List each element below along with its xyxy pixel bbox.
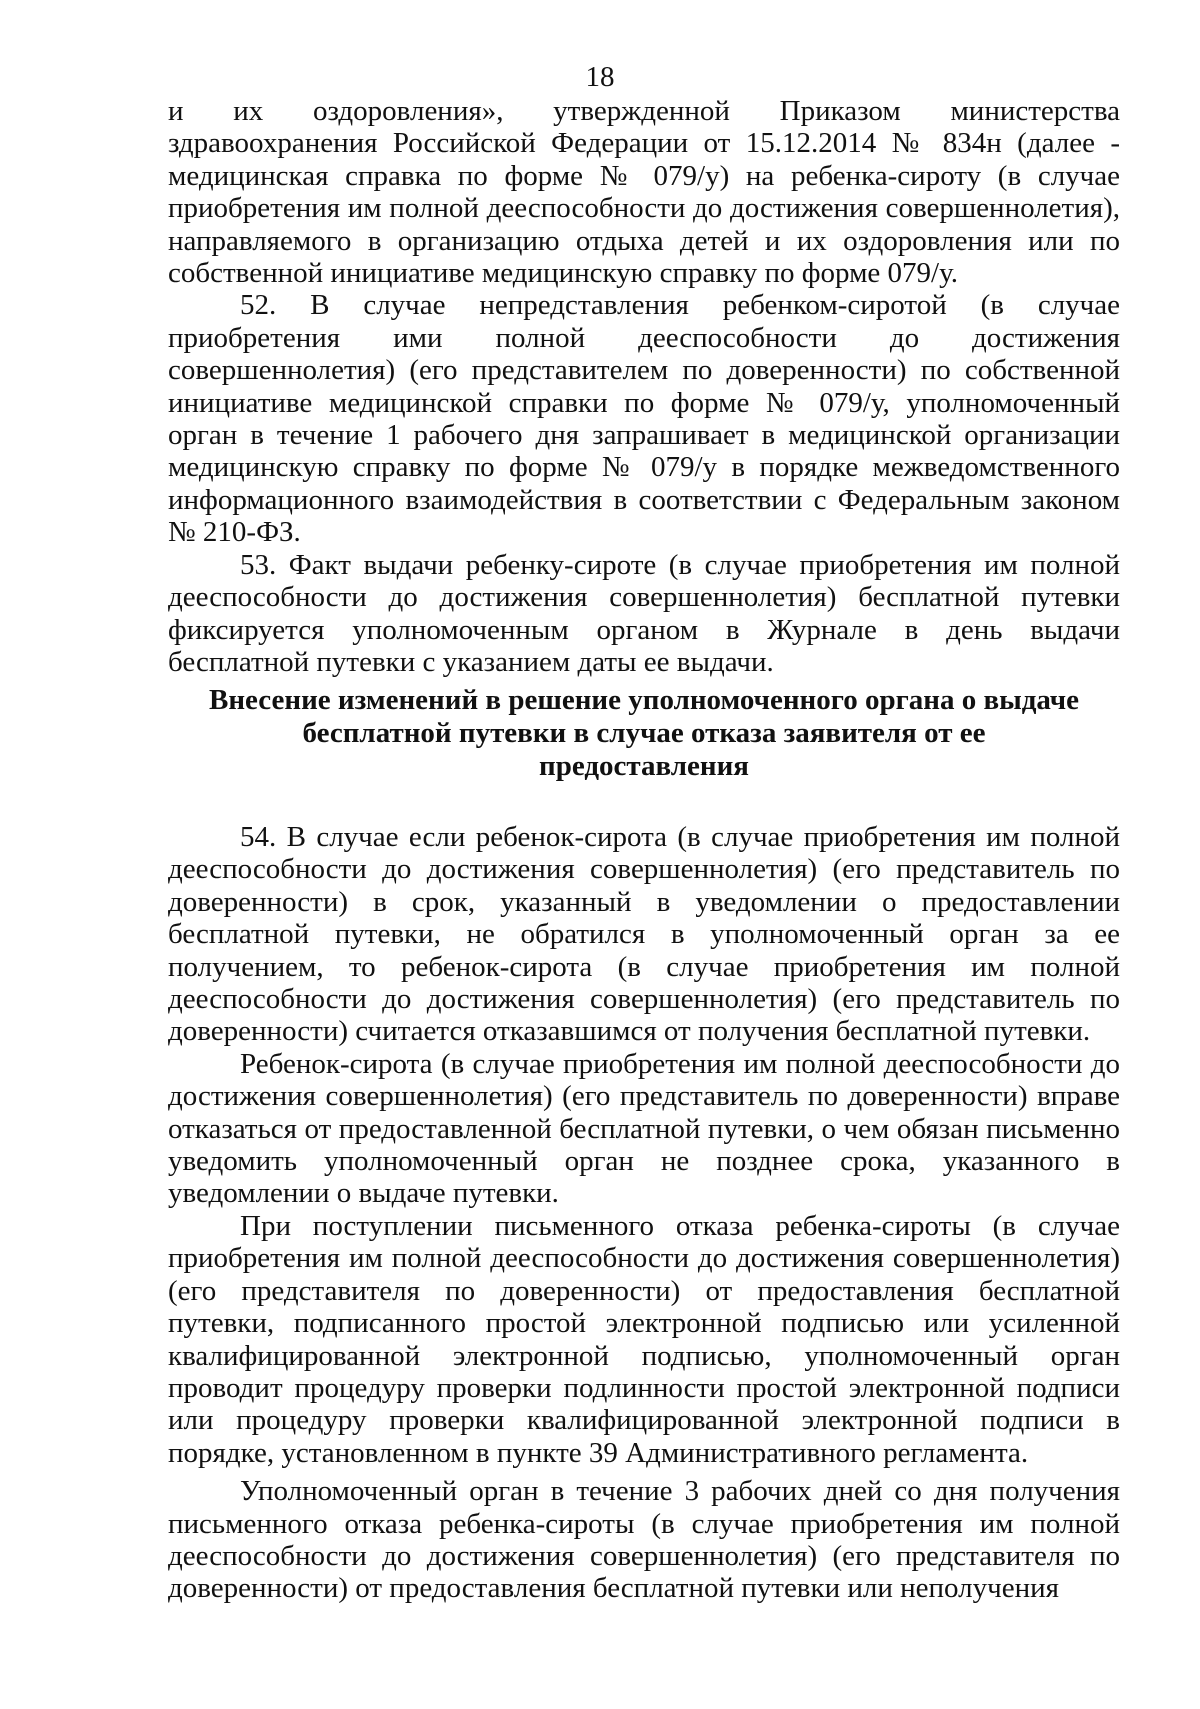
top-section (168, 95, 1120, 678)
bottom-section (168, 821, 1120, 1605)
heading-line-3: предоставления (539, 750, 749, 782)
paragraph-52: 52. В случае непредставления ребенком-сиротой (в случае приобретения ими полной дееспособности до достижения совершеннолетия) (его представителем по доверенности) по собственной инициативе медицинской справки по форме № 079/у, уполномоченный орган в течение 1 рабочего дня запрашивает в медицинской организации медицинскую справку по форме № 079/у в порядке межведомственного информационного взаимодействия в соответствии с Федеральным законом № 210-ФЗ. (168, 289, 1120, 549)
paragraph-refusal: Ребенок-сирота (в случае приобретения им полной дееспособности до достижения совершеннолетия) (его представитель по доверенности) вправе отказаться от предоставленной бесплатной путевки, о чем обязан письменно уведомить уполномоченный орган не позднее срока, указанного в уведомлении о выдаче путевки. (168, 1047, 1120, 1210)
paragraph-receipt: При поступлении письменного отказа ребенка-сироты (в случае приобретения им полной дееспособности до достижения совершеннолетия) (его представителя по доверенности) от предоставления бесплатной путевки, подписанного простой электронной подписью или усиленной квалифицированной электронной подписью, уполномоченный орган проводит процедуру проверки подлинности простой электронной подписи или процедуру проверки квалифицированной электронной подписи в порядке, установленном в пункте 39 Административного регламента. (168, 1209, 1120, 1469)
heading-line-2: бесплатной путевки в случае отказа заявителя от ее (302, 717, 986, 749)
heading-line-1: Внесение изменений в решение уполномоченного органа о выдаче (208, 684, 1079, 716)
section-heading (168, 684, 1120, 783)
paragraph-53: 53. Факт выдачи ребенку-сироте (в случае приобретения им полной дееспособности до достижения совершеннолетия) бесплатной путевки фиксируется уполномоченным органом в Журнале в день выдачи бесплатной путевки с указанием даты ее выдачи. (168, 548, 1120, 678)
paragraph-authority: Уполномоченный орган в течение 3 рабочих дней со дня получения письменного отказа ребенка-сироты (в случае приобретения им полной дееспособности до достижения совершеннолетия) (его представителя по доверенности) от предоставления бесплатной путевки или неполучения (168, 1475, 1120, 1605)
page-number: 18 (585, 61, 615, 93)
paragraph-54: 54. В случае если ребенок-сирота (в случае приобретения им полной дееспособности до достижения совершеннолетия) (его представитель по доверенности) в срок, указанный в уведомлении о предоставлении бесплатной путевки, не обратился в уполномоченный орган за ее получением, то ребенок-сирота (в случае приобретения им полной дееспособности до достижения совершеннолетия) (его представитель по доверенности) считается отказавшимся от получения бесплатной путевки. (168, 821, 1120, 1048)
continuation-paragraph: и их оздоровления», утвержденной Приказом министерства здравоохранения Российской Федерации от 15.12.2014 № 834н (далее - медицинская справка по форме № 079/у) на ребенка-сироту (в случае приобретения им полной дееспособности до достижения совершеннолетия), направляемого в организацию отдыха детей и их оздоровления или по собственной инициативе медицинскую справку по форме 079/у. (168, 95, 1120, 290)
